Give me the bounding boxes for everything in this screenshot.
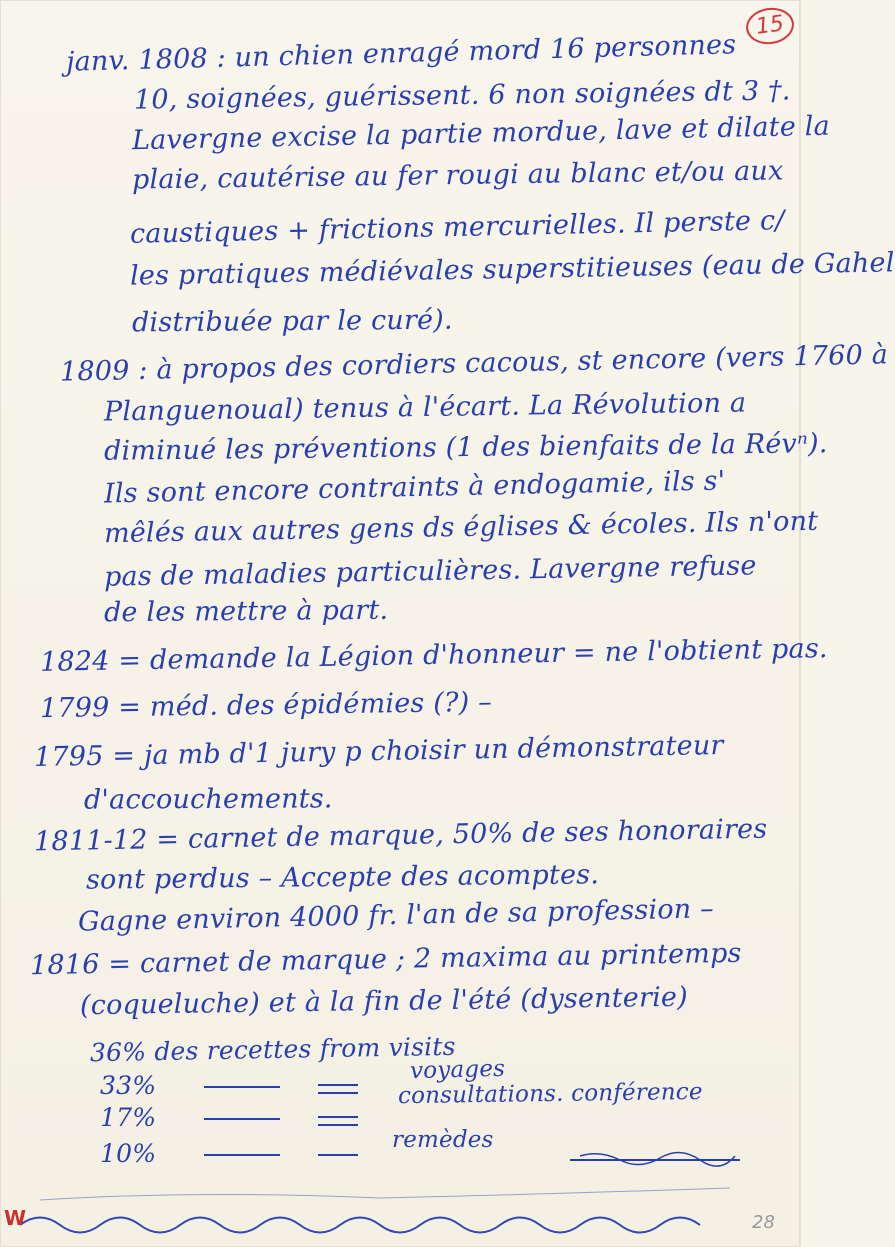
ditto-mark bbox=[318, 1116, 358, 1118]
note-line: caustiques + frictions mercurielles. Il perste c/ bbox=[129, 205, 785, 250]
note-line: distribuée par le curé). bbox=[131, 304, 453, 339]
note-line: les pratiques médiévales superstitieuses (eau de Gahel bbox=[129, 247, 895, 292]
note-line: 1809 : à propos des cordiers cacous, st encore (vers 1760 à bbox=[59, 339, 889, 388]
note-line: 1795 = ja mb d'1 jury p choisir un démonstrateur bbox=[33, 729, 724, 774]
revenue-percent-33: 33% bbox=[100, 1071, 157, 1100]
note-line: 1824 = demande la Légion d'honneur = ne l'obtient pas. bbox=[39, 633, 828, 678]
ditto-mark bbox=[318, 1084, 358, 1086]
revenue-label-voyages: voyages bbox=[409, 1055, 506, 1085]
ditto-mark bbox=[318, 1124, 358, 1126]
revenue-line-visits: 36% des recettes from visits bbox=[89, 1031, 456, 1068]
note-line: (coqueluche) et à la fin de l'été (dysenterie) bbox=[79, 981, 689, 1022]
folio-number: 28 bbox=[752, 1212, 775, 1233]
note-line: pas de maladies particulières. Lavergne refuse bbox=[103, 550, 757, 593]
note-line: Lavergne excise la partie mordue, lave et dilate la bbox=[131, 110, 831, 157]
note-line: plaie, cautérise au fer rougi au blanc et/ou aux bbox=[131, 155, 784, 196]
note-line: 10, soignées, guérissent. 6 non soignées dt 3 †. bbox=[133, 75, 791, 116]
ditto-dash bbox=[204, 1154, 280, 1156]
note-line: 1816 = carnet de marque ; 2 maxima au printemps bbox=[29, 937, 742, 982]
note-line: diminué les préventions (1 des bienfaits de la Révⁿ). bbox=[103, 428, 828, 467]
note-line: Ils sont encore contraints à endogamie, ils s' bbox=[103, 465, 726, 510]
revenue-percent-10: 10% bbox=[100, 1139, 157, 1168]
revenue-label-consultations: consultations. conférence bbox=[397, 1078, 703, 1110]
revenue-label-remedes: remèdes bbox=[392, 1127, 494, 1153]
note-line: mêlés aux autres gens ds églises & écoles. Ils n'ont bbox=[103, 505, 819, 550]
note-line: Gagne environ 4000 fr. l'an de sa profession – bbox=[77, 893, 715, 938]
page-number: 15 bbox=[744, 5, 797, 47]
ditto-dash bbox=[204, 1118, 280, 1120]
note-line: Planguenoual) tenus à l'écart. La Révolution a bbox=[103, 387, 747, 428]
note-line: 1799 = méd. des épidémies (?) – bbox=[39, 686, 493, 725]
ditto-dash bbox=[204, 1086, 280, 1088]
revenue-percent-17: 17% bbox=[100, 1103, 157, 1132]
ditto-dash bbox=[318, 1154, 358, 1156]
note-line: sont perdus – Accepte des acomptes. bbox=[85, 859, 600, 896]
red-margin-mark: W bbox=[4, 1206, 27, 1230]
note-line: 1811-12 = carnet de marque, 50% de ses honoraires bbox=[33, 813, 768, 858]
note-line: de les mettre à part. bbox=[103, 594, 389, 629]
note-line: janv. 1808 : un chien enragé mord 16 personnes bbox=[65, 29, 737, 78]
note-line: d'accouchements. bbox=[83, 783, 333, 816]
ditto-mark bbox=[318, 1092, 358, 1094]
